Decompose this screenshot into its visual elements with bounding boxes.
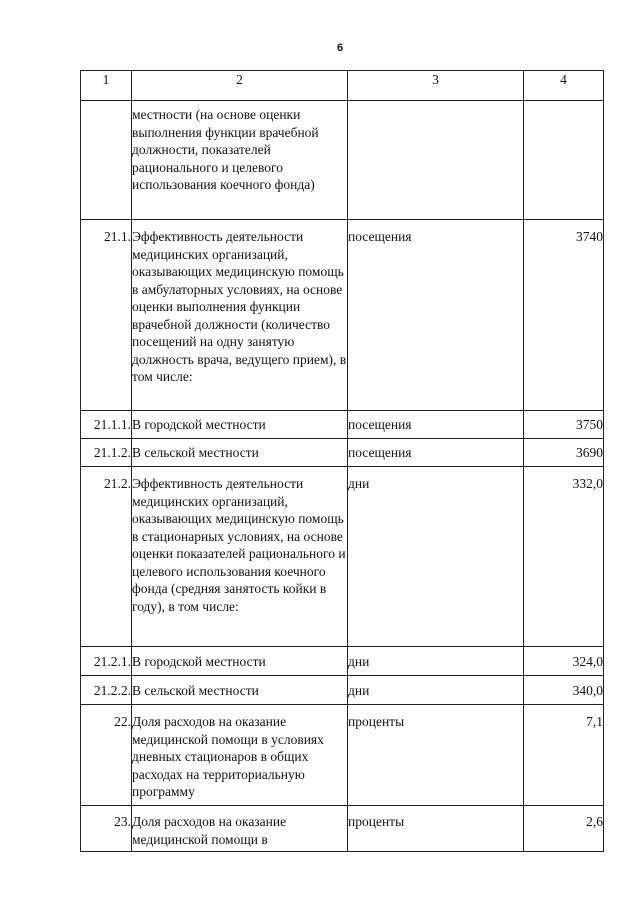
row-unit: проценты bbox=[348, 806, 524, 852]
row-number: 21.1.1. bbox=[81, 411, 132, 439]
row-description: В сельской местности bbox=[132, 439, 348, 467]
page-number: 6 bbox=[336, 42, 344, 54]
row-unit: дни bbox=[348, 647, 524, 676]
table-row bbox=[81, 101, 604, 220]
row-unit: посещения bbox=[348, 411, 524, 439]
row-description: Доля расходов на оказание медицинской помощи в условиях дневных стационаров в общих расходах на территориальную программу bbox=[132, 705, 348, 806]
row-value: 7,1 bbox=[524, 705, 604, 806]
column-header-2: 2 bbox=[132, 71, 348, 101]
row-value bbox=[524, 101, 604, 220]
table-row bbox=[81, 411, 604, 439]
indicators-table bbox=[80, 70, 604, 852]
row-description: Доля расходов на оказание медицинской помощи в bbox=[132, 806, 348, 852]
row-number: 21.1. bbox=[81, 220, 132, 411]
row-description: В городской местности bbox=[132, 647, 348, 676]
column-header-3: 3 bbox=[348, 71, 524, 101]
row-unit: дни bbox=[348, 467, 524, 647]
row-unit: проценты bbox=[348, 705, 524, 806]
table-row bbox=[81, 705, 604, 806]
table-header-row bbox=[81, 71, 604, 101]
table-row bbox=[81, 220, 604, 411]
column-header-1: 1 bbox=[81, 71, 132, 101]
row-unit: посещения bbox=[348, 220, 524, 411]
row-number: 21.2.2. bbox=[81, 676, 132, 705]
row-description: Эффективность деятельности медицинских организаций, оказывающих медицинскую помощь в стационарных условиях, на основе оценки показателей рационального и целевого использования коечного фонда (средняя занятость койки в году), в том числе: bbox=[132, 467, 348, 647]
table-row bbox=[81, 806, 604, 852]
row-unit: посещения bbox=[348, 439, 524, 467]
row-value: 3750 bbox=[524, 411, 604, 439]
row-value: 332,0 bbox=[524, 467, 604, 647]
table-row bbox=[81, 676, 604, 705]
column-header-4: 4 bbox=[524, 71, 604, 101]
row-value: 324,0 bbox=[524, 647, 604, 676]
row-number: 21.2. bbox=[81, 467, 132, 647]
row-description: В городской местности bbox=[132, 411, 348, 439]
table-row bbox=[81, 439, 604, 467]
row-value: 2,6 bbox=[524, 806, 604, 852]
row-number: 22. bbox=[81, 705, 132, 806]
row-description: В сельской местности bbox=[132, 676, 348, 705]
table-row bbox=[81, 467, 604, 647]
row-number bbox=[81, 101, 132, 220]
row-number: 21.2.1. bbox=[81, 647, 132, 676]
row-unit bbox=[348, 101, 524, 220]
row-value: 340,0 bbox=[524, 676, 604, 705]
row-unit: дни bbox=[348, 676, 524, 705]
row-description: местности (на основе оценки выполнения функции врачебной должности, показателей рационального и целевого использования коечного фонда) bbox=[132, 101, 348, 220]
row-value: 3740 bbox=[524, 220, 604, 411]
table-row bbox=[81, 647, 604, 676]
row-number: 23. bbox=[81, 806, 132, 852]
row-value: 3690 bbox=[524, 439, 604, 467]
row-description: Эффективность деятельности медицинских организаций, оказывающих медицинскую помощь в амбулаторных условиях, на основе оценки выполнения функции врачебной должности (количество посещений на одну занятую должность врача, ведущего прием), в том числе: bbox=[132, 220, 348, 411]
row-number: 21.1.2. bbox=[81, 439, 132, 467]
